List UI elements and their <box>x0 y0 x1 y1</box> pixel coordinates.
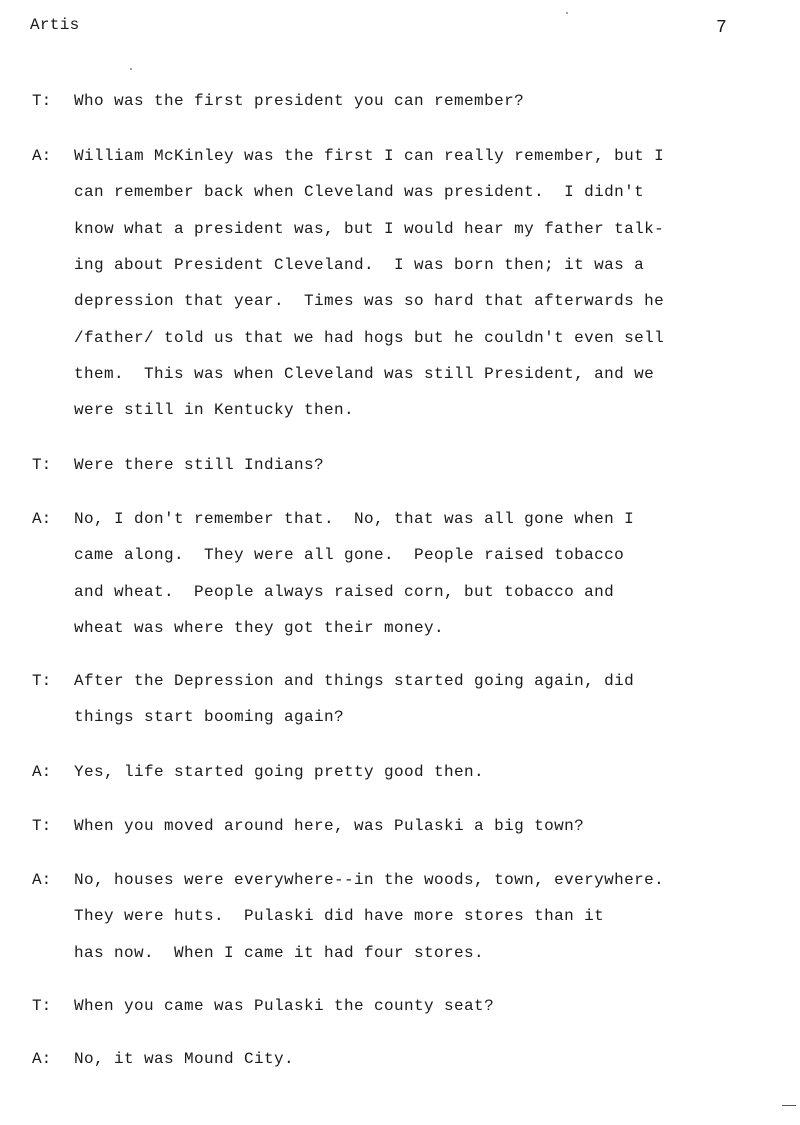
dialogue-line: and wheat. People always raised corn, but tobacco and <box>74 582 615 601</box>
dialogue-line: Who was the first president you can remember? <box>74 92 525 110</box>
dialogue-line: William McKinley was the first I can really remember, but I <box>74 147 665 165</box>
speaker-label: A: <box>32 147 52 165</box>
dialogue-line: can remember back when Cleveland was president. I didn't <box>74 183 645 202</box>
speaker-label: T: <box>32 997 52 1015</box>
dialogue-line: After the Depression and things started going again, did <box>74 672 635 690</box>
dialogue-line: No, I don't remember that. No, that was all gone when I <box>74 510 635 528</box>
dialogue-line: them. This was when Cleveland was still President, and we <box>74 364 655 383</box>
dialogue-line: depression that year. Times was so hard that afterwards he <box>74 292 665 311</box>
speaker-label: A: <box>32 763 52 781</box>
dialogue-line: were still in Kentucky then. <box>74 401 355 420</box>
dialogue-line: When you came was Pulaski the county seat? <box>74 997 495 1015</box>
speaker-label: A: <box>32 871 52 889</box>
dialogue-line: They were huts. Pulaski did have more stores than it <box>74 907 605 926</box>
dialogue-line: things start booming again? <box>74 708 345 727</box>
speaker-label: A: <box>32 510 52 528</box>
dialogue-line: know what a president was, but I would hear my father talk- <box>74 219 665 238</box>
speaker-label: T: <box>32 92 52 110</box>
scan-speck <box>130 68 132 70</box>
speaker-label: T: <box>32 672 52 690</box>
header-name: Artis <box>30 16 80 34</box>
dialogue-line: Yes, life started going pretty good then. <box>74 763 485 781</box>
page-number: 7 <box>716 18 727 38</box>
scan-speck <box>566 12 568 14</box>
dialogue-line: has now. When I came it had four stores. <box>74 943 485 962</box>
speaker-label: T: <box>32 817 52 835</box>
dialogue-line: No, houses were everywhere--in the woods, town, everywhere. <box>74 871 665 889</box>
dialogue-line: Were there still Indians? <box>74 456 325 474</box>
dialogue-line: /father/ told us that we had hogs but he couldn't even sell <box>74 328 665 347</box>
dialogue-line: came along. They were all gone. People raised tobacco <box>74 546 625 565</box>
dialogue-line: No, it was Mound City. <box>74 1050 295 1068</box>
speaker-label: T: <box>32 456 52 474</box>
dialogue-line: wheat was where they got their money. <box>74 618 445 637</box>
speaker-label: A: <box>32 1050 52 1068</box>
margin-mark <box>782 1105 796 1106</box>
dialogue-line: ing about President Cleveland. I was born then; it was a <box>74 255 645 274</box>
dialogue-line: When you moved around here, was Pulaski a big town? <box>74 817 585 835</box>
